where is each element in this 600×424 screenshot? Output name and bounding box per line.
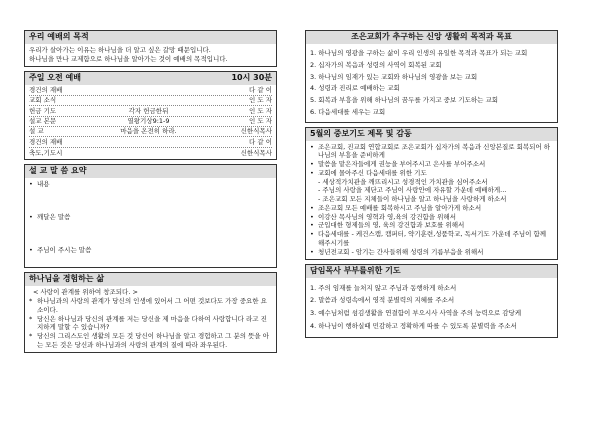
prayer-topic-item: • 청년전교회 - 암기는 간사들위해 성령의 기름부음을 위해서 <box>310 247 484 256</box>
prayer-topic-text: 조은교회 모든 예배를 회복하시고 주님을 알아가게 하소서 <box>318 203 482 212</box>
prayer-topic-text: 말씀을 맡은자들에게 권능을 부어주시고 은사를 부어주소서 <box>318 160 486 169</box>
service-leader: 인 도 자 <box>249 106 272 115</box>
pastor-prayer-header <box>306 265 557 278</box>
service-row <box>29 86 272 96</box>
sermon-note-item: • 내용 <box>29 180 50 189</box>
sermon-note-label: 깨달은 말씀 <box>37 213 71 222</box>
pastor-prayer-item: 2. 말씀과 성령속에서 영적 분별력의 지혜를 주소서 <box>310 296 455 305</box>
experience-item: * 당신의 그리스도인 생활의 모든 것 당신이 하나님을 알고 경험하고 그 분의 뜻을 아는 모든 것은 당신과 하나님과의 사랑의 관계의 질에 따라 좌우된다. <box>29 332 272 350</box>
prayer-topic-item: • 조은교회, 진교회 연합교회로 조은교회가 십자가의 복음과 신앙본질로 회복되어 하나님의 부흥을 준비하게 <box>310 143 553 161</box>
sermon-note-item: • 깨달은 말씀 <box>29 213 71 222</box>
prayer-topic-item: • 말씀을 맡은자들에게 권능을 부어주시고 은사를 부어주소서 <box>310 160 486 169</box>
service-order-header <box>25 72 276 85</box>
service-row <box>29 117 272 127</box>
pastor-prayer-title: 담임목사 부부를위한 기도 <box>310 265 401 275</box>
experience-subtitle: < 사랑이 관계를 위하여 창조되다. > <box>33 288 138 297</box>
church-goal-item: 1. 하나님의 영광을 구하는 삶이 우리 인생의 유일한 목적과 목표가 되는 교회 <box>310 49 528 57</box>
service-leader: 다 같 이 <box>249 85 272 94</box>
service-item: 경건의 재배 <box>29 85 63 94</box>
church-goal-item: 2. 십자가의 복음과 성령의 사역이 회복된 교회 <box>310 60 442 69</box>
worship-purpose-section <box>24 30 277 67</box>
service-row <box>29 106 272 116</box>
right-column <box>305 30 558 338</box>
service-detail: 마음을 온전히 하라. <box>120 127 177 136</box>
worship-purpose-title: 우리 예배의 목적 <box>29 32 89 42</box>
sermon-summary-header <box>25 165 276 178</box>
experience-section <box>24 272 277 352</box>
prayer-topic-text: 조은교회, 진교회 연합교회로 조은교회가 십자가의 복음과 신앙본질로 회복되어 하나님의 부흥을 준비하게 <box>318 142 551 160</box>
service-item: 설 교 <box>29 127 44 136</box>
sermon-note-label: 주님이 주시는 말씀 <box>37 245 92 254</box>
service-item: 헌금 기도 <box>29 106 57 115</box>
experience-title: 하나님을 경험하는 삶 <box>29 274 105 284</box>
sermon-summary-title: 설 교 말 씀 요약 <box>29 166 87 176</box>
service-detail: 각자 헌금한뒤 <box>128 106 169 115</box>
pastor-prayer-item: 1. 주의 임재를 늘처지 않고 주님과 동행하게 하소서 <box>310 283 457 292</box>
service-detail: 열왕기상9:1-9 <box>127 117 170 126</box>
prayer-subtopic: - 조은교회 모든 지체들이 하나님을 알고 하나님을 사랑하게 하소서 <box>318 195 507 204</box>
service-order-section <box>24 71 277 161</box>
experience-header <box>25 273 276 286</box>
service-time: 10시 30분 <box>231 72 272 82</box>
left-column <box>24 30 277 353</box>
pastor-prayer-section <box>305 264 558 338</box>
church-goals-section <box>305 30 558 123</box>
pastor-prayer-item: 4. 하나님이 행하실때 민감하고 정확하게 따를 수 있도록 분별력을 주소서 <box>310 321 517 330</box>
service-leader: 신한식목사 <box>240 127 272 136</box>
experience-text: 하나님과의 사랑의 관계가 당신의 인생에 있어서 그 어떤 것보다도 가장 중요한 요소이다. <box>37 297 267 314</box>
worship-purpose-line: 우리가 살아가는 이유는 하나님을 더 알고 싶은 갈망 때문입니다. <box>29 46 211 54</box>
worship-purpose-line: 하나님을 만나 교제함으로 하나님을 알아가는 것이 예배의 목적입니다. <box>29 54 228 63</box>
prayer-topic-item: • 군입대한 형제들의 영, 육의 강건함과 보호를 위해서 <box>310 221 465 230</box>
sermon-summary-section <box>24 164 277 268</box>
prayer-topic-text: 교회에 몰아주신 다음세대를 위한 기도 <box>318 168 427 177</box>
prayer-topic-item: • 다음세대를 - 케건스캠, 캠퍼터, 약기훈련,성품학교, 독서기도 가운데 주님이 함께 해주시기를 <box>310 230 553 248</box>
church-goal-item: 4. 성령과 진리로 예배하는 교회 <box>310 84 400 93</box>
experience-item: * 당신은 하나님과 당신의 관계를 저는 당신을 제 마음을 다하여 사랑합니다 라고 진지하게 말할 수 있습니까? <box>29 315 272 333</box>
prayer-topic-text: 이강산 목사님의 영혁과 영,육의 강건함을 위해서 <box>318 212 456 221</box>
service-leader: 인 도 자 <box>249 117 272 126</box>
prayer-topic-text: 다음세대를 - 케건스캠, 캠퍼터, 약기훈련,성품학교, 독서기도 가운데 주님이 함께 해주시기를 <box>318 230 547 248</box>
prayer-topic-item: • 교회에 몰아주신 다음세대를 위한 기도 <box>310 168 427 177</box>
service-row <box>29 137 272 147</box>
service-title: 주일 오전 예배 <box>29 72 81 82</box>
prayer-topic-item: • 이강산 목사님의 영혁과 영,육의 강건함을 위해서 <box>310 212 456 221</box>
church-goal-item: 3. 하나님의 임재가 있는 교회와 하나님의 영광을 보는 교회 <box>310 72 478 81</box>
pastor-prayer-item: 3. 예수님처럼 섬김생활을 연결함이 부으시사 사역을 주의 능력으로 감당케 <box>310 309 522 318</box>
service-row <box>29 148 272 158</box>
prayer-topics-header <box>306 128 557 141</box>
sermon-note-label: 내용 <box>37 180 50 189</box>
sermon-note-item: • 주님이 주시는 말씀 <box>29 245 92 254</box>
service-item: 설교 본문 <box>29 117 57 126</box>
experience-text: 당신의 그리스도인 생활의 모든 것 당신이 하나님을 알고 경험하고 그 분의 뜻을 아는 모든 것은 당신과 하나님과의 사랑의 관계의 질에 따라 좌우된다. <box>37 332 270 349</box>
service-leader: 신한식목사 <box>240 148 272 157</box>
experience-text: 당신은 하나님과 당신의 관계를 저는 당신을 제 마음을 다하여 사랑합니다 라고 진지하게 말할 수 있습니까? <box>37 314 267 332</box>
service-row <box>29 127 272 137</box>
worship-purpose-header <box>25 31 276 44</box>
prayer-topic-item: • 조은교회 모든 예배를 회복하시고 주님을 알아가게 하소서 <box>310 203 482 212</box>
service-item: 경건의 재배 <box>29 137 63 146</box>
prayer-topics-section <box>305 127 558 260</box>
service-row <box>29 96 272 106</box>
prayer-topic-text: 군입대한 형제들의 영, 육의 강건함과 보호를 위해서 <box>318 221 465 230</box>
service-leader: 인 도 자 <box>249 96 272 105</box>
service-item: 축도,기도시 <box>29 148 63 157</box>
prayer-subtopic: - 세상적가치관을 깨뜨리시고 성경적인 가치관을 심어주소서 <box>318 177 488 186</box>
church-goal-item: 6. 다음세대를 세우는 교회 <box>310 107 386 116</box>
church-goals-header <box>306 31 557 44</box>
prayer-topics-title: 5월의 중보기도 제목 및 감동 <box>310 128 412 138</box>
church-goals-title: 조은교회가 추구하는 신앙 생활의 목적과 목표 <box>351 32 512 42</box>
prayer-topic-text: 청년전교회 - 암기는 간사들위해 성령의 기름부음을 위해서 <box>318 247 484 256</box>
experience-item: * 하나님과의 사랑의 관계가 당신의 인생에 있어서 그 어떤 것보다도 가장 중요한 요소이다. <box>29 297 272 315</box>
service-leader: 다 같 이 <box>249 137 272 146</box>
service-item: 교회 소식 <box>29 96 57 105</box>
prayer-subtopic: - 주님의 사랑을 제단고 주님이 사랑안에 자유할 가운데 예배하게... <box>318 186 507 195</box>
church-goal-item: 5. 회복과 부흥을 위해 하나님의 꿈두를 가지고 중보 기도하는 교회 <box>310 96 499 105</box>
